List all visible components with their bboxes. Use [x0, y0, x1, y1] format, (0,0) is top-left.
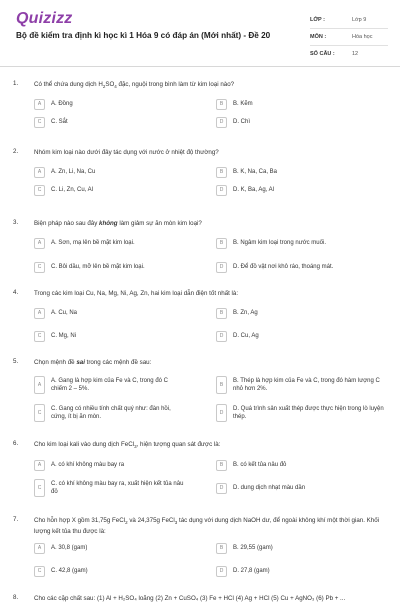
option-letter: A — [34, 543, 45, 554]
meta-value: Hóa học — [352, 34, 373, 40]
meta-row-subject — [310, 29, 388, 46]
option-text: D. Cu, Ag — [233, 333, 259, 339]
option-text: B. Zn, Ag — [233, 310, 258, 316]
question-number: 8. — [13, 594, 19, 601]
question-text: Cho hỗn hợp X gồm 31,75g FeCl$_2$ và 24,375g FeCl$_3$ tác dụng với dung dịch NaOH dư, để ngoài không khí một thời gian. Khối lượng kết tủa thu được là: — [34, 517, 380, 536]
option-text: C. Bôi dầu, mỡ lên bề mặt kim loại. — [51, 264, 145, 270]
option-letter: C — [34, 185, 45, 196]
option-letter: A — [34, 460, 45, 471]
question-text: Có thể chứa dung dịch $H_2SO_4$ đặc, nguội trong bình làm từ kim loại nào? — [34, 81, 235, 90]
option-text: A. Zn, Li, Na, Cu — [51, 169, 96, 175]
answer-option-d[interactable] — [216, 402, 386, 424]
answer-option-d[interactable] — [216, 564, 386, 578]
option-letter: C — [34, 262, 45, 273]
option-letter: C — [34, 117, 45, 128]
option-text: B. 29,55 (gam) — [233, 545, 273, 551]
answer-option-b[interactable] — [216, 541, 386, 555]
option-letter: A — [34, 376, 45, 394]
option-letter: A — [34, 167, 45, 178]
option-letter: B — [216, 460, 227, 471]
option-letter: D — [216, 262, 227, 273]
option-letter: C — [34, 566, 45, 577]
option-text: D. Để đồ vật nơi khô ráo, thoáng mát. — [233, 264, 334, 270]
option-text: A. Đồng — [51, 101, 73, 107]
answer-option-b[interactable] — [216, 165, 386, 179]
question-number: 6. — [13, 440, 19, 447]
option-letter: B — [216, 99, 227, 110]
answer-option-c[interactable] — [34, 402, 184, 424]
meta-row-count — [310, 46, 388, 62]
answer-option-b[interactable] — [216, 374, 386, 396]
question-text: Chọn mệnh đề sai trong các mệnh đề sau: — [34, 359, 152, 366]
question-number: 4. — [13, 289, 19, 296]
answer-option-c[interactable] — [34, 329, 184, 343]
option-letter: C — [34, 331, 45, 342]
option-text: C. có khí không màu bay ra, xuất hiện kết tủa nâu đỏ — [51, 481, 184, 495]
question-text: Nhóm kim loại nào dưới đây tác dụng với nước ở nhiệt độ thường? — [34, 149, 219, 156]
quizizz-logo: Quizizz — [16, 10, 73, 27]
answer-option-d[interactable] — [216, 115, 386, 129]
question-number: 1. — [13, 80, 19, 87]
option-letter: C — [34, 404, 45, 422]
option-text: C. Gang có nhiều tính chất quý như: đàn hồi, cứng, ít bị ăn mòn. — [51, 406, 171, 420]
answer-option-d[interactable] — [216, 481, 386, 495]
answer-option-a[interactable] — [34, 97, 184, 111]
option-letter: C — [34, 479, 45, 497]
meta-label: SỐ CÂU : — [310, 51, 335, 57]
option-letter: D — [216, 117, 227, 128]
answer-option-d[interactable] — [216, 183, 386, 197]
option-text: C. Sắt — [51, 119, 68, 125]
answer-option-b[interactable] — [216, 97, 386, 111]
option-letter: D — [216, 185, 227, 196]
answer-option-c[interactable] — [34, 477, 184, 499]
option-text: B. Ngâm kim loại trong nước muối. — [233, 240, 326, 246]
question-number: 5. — [13, 358, 19, 365]
answer-option-a[interactable] — [34, 541, 184, 555]
question-text: Cho kim loại kali vào dung dịch FeCl$_3$, hiện tượng quan sát được là: — [34, 441, 221, 450]
option-text: C. Li, Zn, Cu, Al — [51, 187, 94, 193]
option-letter: D — [216, 404, 227, 422]
answer-option-c[interactable] — [34, 260, 184, 274]
question-number: 7. — [13, 516, 19, 523]
option-letter: D — [216, 566, 227, 577]
answer-option-d[interactable] — [216, 329, 386, 343]
question-text: Cho các cặp chất sau: (1) Al + H₂SO₄ loãng (2) Zn + CuSO₄ (3) Fe + HCl (4) Ag + HCl (5) Cu + AgNO₃ (6) Pb + ... — [34, 595, 346, 602]
answer-option-c[interactable] — [34, 115, 184, 129]
option-letter: B — [216, 308, 227, 319]
option-letter: D — [216, 331, 227, 342]
option-text: D. 27,8 (gam) — [233, 568, 270, 574]
option-text: A. 30,8 (gam) — [51, 545, 88, 551]
question-text: Trong các kim loại Cu, Na, Mg, Ni, Ag, Zn, hai kim loại dẫn điện tốt nhất là: — [34, 290, 239, 297]
meta-value: Lớp 9 — [352, 17, 367, 23]
option-text: D. Quá trình sản xuất thép được thực hiện trong lò luyện thép. — [233, 406, 384, 420]
option-text: B. Kẽm — [233, 101, 253, 107]
answer-option-c[interactable] — [34, 183, 184, 197]
option-text: A. Cu, Na — [51, 310, 78, 316]
answer-option-b[interactable] — [216, 306, 386, 320]
option-text: D. Chì — [233, 119, 251, 125]
answer-option-a[interactable] — [34, 236, 184, 250]
option-text: D. dung dịch nhạt màu dần — [233, 485, 306, 491]
option-text: B. Thép là hợp kim của Fe và C, trong đó hàm lượng C nhỏ hơn 2%. — [233, 378, 380, 392]
answer-option-c[interactable] — [34, 564, 184, 578]
meta-label: LỚP : — [310, 17, 325, 23]
option-text: A. có khí không màu bay ra — [51, 462, 125, 468]
option-letter: A — [34, 99, 45, 110]
question-number: 2. — [13, 148, 19, 155]
option-letter: D — [216, 483, 227, 494]
question-number: 3. — [13, 219, 19, 226]
answer-option-a[interactable] — [34, 165, 184, 179]
option-letter: A — [34, 308, 45, 319]
worksheet-header — [0, 0, 400, 68]
option-text: A. Gang là hợp kim của Fe và C, trong đó C chiếm 2 – 5%. — [51, 378, 168, 392]
option-text: C. 42,8 (gam) — [51, 568, 88, 574]
option-text: C. Mg, Ni — [51, 333, 77, 339]
option-text: A. Sơn, mạ lên bề mặt kim loại. — [51, 240, 135, 246]
option-text: B. K, Na, Ca, Ba — [233, 169, 278, 175]
option-text: B. có kết tủa nâu đỏ — [233, 462, 287, 468]
option-text: D. K, Ba, Ag, Al — [233, 187, 275, 193]
option-letter: B — [216, 238, 227, 249]
worksheet-title: Bộ đề kiểm tra định kì học kì 1 Hóa 9 có đáp án (Mới nhất) - Đề 20 — [16, 31, 271, 40]
meta-value: 12 — [352, 51, 359, 57]
answer-option-b[interactable] — [216, 236, 386, 250]
answer-option-d[interactable] — [216, 260, 386, 274]
answer-option-a[interactable] — [34, 374, 184, 396]
option-letter: A — [34, 238, 45, 249]
answer-option-b[interactable] — [216, 458, 386, 472]
question-text: Biện pháp nào sau đây không làm giảm sự ăn mòn kim loại? — [34, 220, 202, 227]
header-divider — [0, 66, 400, 67]
meta-label: MÔN : — [310, 34, 327, 40]
worksheet-meta — [310, 12, 388, 62]
option-letter: B — [216, 543, 227, 554]
answer-option-a[interactable] — [34, 306, 184, 320]
meta-row-class — [310, 12, 388, 29]
answer-option-a[interactable] — [34, 458, 184, 472]
option-letter: B — [216, 376, 227, 394]
option-letter: B — [216, 167, 227, 178]
